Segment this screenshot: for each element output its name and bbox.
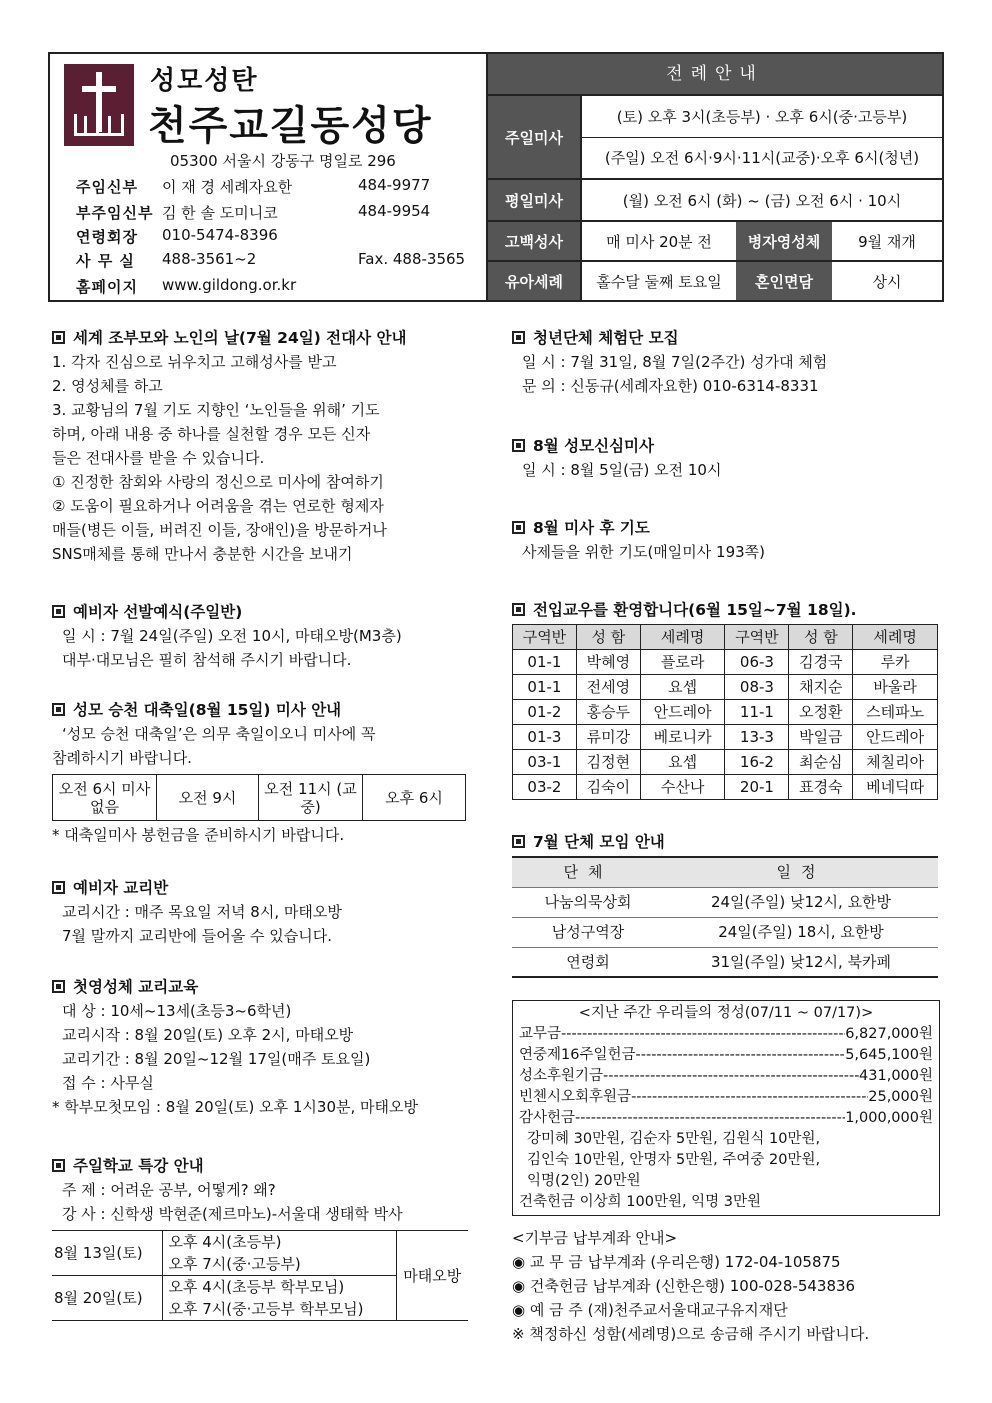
staff-row — [76, 250, 465, 271]
account-section — [512, 1226, 942, 1346]
sunday-mass-sunday: (주일) 오전 6시·9시·11시(교중)·오후 6시(청년) — [580, 138, 942, 179]
section-line: 문 의 : 신동규(세례자요한) 010-6314-8331 — [522, 377, 819, 395]
staff-phone: Fax. 488-3565 — [358, 250, 466, 268]
table-cell: 01-1 — [513, 675, 577, 700]
table-cell: 01-2 — [513, 700, 577, 725]
assumption-times-table — [52, 774, 466, 821]
table-header: 구역반 — [513, 625, 577, 650]
table-cell: 요셉 — [640, 750, 725, 775]
section-title: 예비자 선발예식(주일반) — [52, 600, 482, 624]
baptism-value: 홀수달 둘째 토요일 — [580, 262, 736, 300]
sunday-mass-label: 주일미사 — [488, 96, 580, 178]
table-cell: 06-3 — [725, 650, 789, 675]
donor-line: 김인숙 10만원, 안명자 5만원, 주여중 20만원, — [527, 1152, 821, 1168]
section-title: 청년단체 체험단 모집 — [512, 326, 942, 350]
table-header: 세례명 — [640, 625, 725, 650]
section-title: 세계 조부모와 노인의 날(7월 24일) 전대사 안내 — [52, 326, 482, 350]
section-title: 8월 미사 후 기도 — [512, 516, 942, 540]
weekday-mass-label: 평일미사 — [488, 180, 580, 220]
sunday-school-section — [52, 1154, 482, 1321]
table-cell: 박일금 — [789, 725, 853, 750]
section-line: 일 시 : 7월 24일(주일) 오전 10시, 마태오방(M3층) — [62, 627, 402, 645]
sunday-mass-row — [488, 94, 942, 178]
account-title: <기부금 납부계좌 안내> — [512, 1229, 678, 1247]
section-line: 참례하시기 바랍니다. — [52, 749, 192, 767]
lecture-date: 8월 13일(토) — [52, 1231, 162, 1276]
table-cell: 채지순 — [789, 675, 853, 700]
parish-address: 05300 서울시 강동구 명일로 296 — [170, 152, 396, 170]
staff-row — [76, 202, 430, 223]
section-title: 전입교우를 환영합니다(6월 15일~7월 18일). — [512, 598, 942, 622]
staff-phone: 484-9977 — [358, 176, 431, 194]
indulgence-section — [52, 326, 482, 566]
table-cell: 홍승두 — [576, 700, 640, 725]
table-cell: 안드레아 — [640, 700, 725, 725]
new-parishioners-table — [512, 624, 938, 800]
section-line: 2. 영성체를 하고 — [52, 377, 163, 395]
section-line: 1. 각자 진심으로 뉘우치고 고해성사를 받고 — [52, 353, 337, 371]
section-title: 예비자 교리반 — [52, 876, 482, 900]
section-line: SNS매체를 통해 만나서 충분한 시간을 보내기 — [52, 545, 353, 563]
table-row — [513, 725, 938, 750]
offering-amount: 6,827,000원 — [845, 1026, 933, 1042]
table-cell: 베네딕따 — [853, 775, 938, 800]
staff-label: 부주임신부 — [76, 204, 154, 222]
section-line: 주 제 : 어려운 공부, 어떻게? 왜? — [62, 1181, 276, 1199]
section-line: 교리시간 : 매주 목요일 저녁 8시, 마태오방 — [62, 903, 342, 921]
group-meeting-table — [512, 856, 938, 978]
staff-name: 010-5474-8396 — [162, 226, 278, 244]
offering-row — [519, 1045, 933, 1066]
marriage-value: 상시 — [872, 272, 902, 291]
table-cell: 바울라 — [853, 675, 938, 700]
staff-label: 홈페이지 — [76, 278, 138, 296]
section-line: 들은 전대사를 받을 수 있습니다. — [52, 449, 265, 467]
catechumen-selection-section — [52, 600, 482, 672]
sunday-mass-saturday: (토) 오후 3시(초등부) · 오후 6시(중·고등부) — [580, 96, 942, 138]
section-line: 7월 말까지 교리반에 들어올 수 있습니다. — [62, 927, 332, 945]
table-cell: 플로라 — [640, 650, 725, 675]
offering-label: 연중제16주일헌금 — [519, 1047, 636, 1063]
group-meeting-section — [512, 830, 942, 978]
offering-label: 빈첸시오회후원금 — [519, 1089, 632, 1105]
parish-logo — [64, 64, 134, 146]
section-title: 주일학교 특강 안내 — [52, 1154, 482, 1178]
parish-name: 천주교길동성당 — [148, 103, 433, 149]
section-note: * 대축일미사 봉헌금을 준비하시기 바랍니다. — [52, 826, 345, 844]
section-line: ‘성모 승천 대축일’은 의무 축일이오니 미사에 꼭 — [62, 725, 376, 743]
staff-label: 주임신부 — [76, 178, 138, 196]
baptism-row — [488, 260, 942, 300]
staff-name: 이 재 경 세례자요한 — [162, 178, 293, 196]
section-line: 일 시 : 8월 5일(금) 오전 10시 — [522, 461, 722, 479]
table-cell: 스테파노 — [853, 700, 938, 725]
table-row — [513, 650, 938, 675]
homepage-link[interactable]: www.gildong.or.kr — [162, 276, 297, 294]
table-cell: 11-1 — [725, 700, 789, 725]
table-row — [513, 700, 938, 725]
table-cell: 01-3 — [513, 725, 577, 750]
lecture-time: 오후 7시(중·고등부) — [162, 1253, 396, 1276]
lecture-date: 8월 20일(토) — [52, 1276, 162, 1321]
section-line: ② 도움이 필요하거나 어려움을 겪는 연로한 형제자 — [52, 497, 384, 515]
lecture-schedule-table — [52, 1230, 468, 1321]
table-header: 성 함 — [789, 625, 853, 650]
weekday-mass-row — [488, 178, 942, 220]
table-cell: 안드레아 — [853, 725, 938, 750]
catechism-class-section — [52, 876, 482, 948]
baptism-label: 유아세례 — [488, 262, 580, 300]
section-title: 첫영성체 교리교육 — [52, 975, 482, 999]
confession-label: 고백성사 — [488, 222, 580, 260]
table-cell: 24일(주일) 18시, 요한방 — [664, 917, 938, 947]
account-line: ◉ 교 무 금 납부계좌 (우리은행) 172-04-105875 — [512, 1253, 841, 1271]
parish-subtitle: 성모성탄 — [150, 66, 259, 96]
staff-row — [76, 226, 358, 247]
section-line: 하며, 아래 내용 중 하나를 실천할 경우 모든 신자 — [52, 425, 371, 443]
section-line: 대부·대모님은 필히 참석해 주시기 바랍니다. — [62, 651, 352, 669]
youth-recruit-section — [512, 326, 942, 398]
lecture-time: 오후 4시(초등부 학부모님) — [168, 1278, 345, 1296]
sick-communion-value: 9월 재개 — [858, 232, 916, 251]
lecture-place: 마태오방 — [396, 1231, 468, 1321]
table-cell: 수산나 — [640, 775, 725, 800]
offering-label: 교무금 — [519, 1026, 562, 1042]
table-cell: 31일(주일) 낮12시, 북카페 — [664, 947, 938, 977]
table-row — [512, 917, 938, 947]
offering-amount: 5,645,100원 — [845, 1047, 933, 1063]
lecture-time: 오후 4시(초등부) — [168, 1233, 282, 1251]
table-row — [512, 947, 938, 977]
offering-row — [519, 1024, 933, 1045]
offering-amount: 25,000원 — [868, 1089, 933, 1105]
table-cell: 03-2 — [513, 775, 577, 800]
table-cell: 최순심 — [789, 750, 853, 775]
marian-mass-section — [512, 434, 942, 482]
offering-label: 성소후원기금 — [519, 1068, 604, 1084]
section-line: 일 시 : 7월 31일, 8월 7일(2주간) 성가대 체험 — [522, 353, 828, 371]
table-header: 세례명 — [853, 625, 938, 650]
table-cell: 요셉 — [640, 675, 725, 700]
table-header: 성 함 — [576, 625, 640, 650]
parish-info — [50, 54, 488, 300]
table-cell: 김정현 — [576, 750, 640, 775]
account-line: ◉ 예 금 주 (재)천주교서울대교구유지재단 — [512, 1301, 788, 1319]
assumption-section — [52, 698, 482, 847]
table-cell: 03-1 — [513, 750, 577, 775]
section-note: * 학부모첫모임 : 8월 20일(토) 오후 1시30분, 마태오방 — [52, 1098, 418, 1116]
offering-label: 감사헌금 — [519, 1110, 576, 1126]
confession-row — [488, 220, 942, 260]
table-cell: 16-2 — [725, 750, 789, 775]
offering-row — [519, 1108, 933, 1129]
table-header: 구역반 — [725, 625, 789, 650]
staff-row — [76, 176, 430, 197]
table-cell: 전세영 — [576, 675, 640, 700]
schedule-title: 전례안내 — [488, 54, 942, 94]
marriage-label: 혼인면담 — [736, 262, 832, 300]
table-cell: 연령회 — [512, 947, 664, 977]
offering-row — [519, 1066, 933, 1087]
staff-label: 연령회장 — [76, 228, 138, 246]
table-row — [513, 750, 938, 775]
section-line: 강 사 : 신학생 박현준(제르마노)-서울대 생태학 박사 — [62, 1205, 403, 1223]
table-cell: 오정환 — [789, 700, 853, 725]
section-line: 3. 교황님의 7월 기도 지향인 ‘노인들을 위해’ 기도 — [52, 401, 380, 419]
table-cell: 체칠리아 — [853, 750, 938, 775]
prayer-section — [512, 516, 942, 564]
table-cell: 김경국 — [789, 650, 853, 675]
section-line: 매들(병든 이들, 버려진 이들, 장애인)을 방문하거나 — [52, 521, 387, 539]
table-cell: 루카 — [853, 650, 938, 675]
new-parishioners-section — [512, 598, 942, 800]
liturgy-schedule — [488, 54, 942, 300]
table-cell: 김숙이 — [576, 775, 640, 800]
table-cell: 24일(주일) 낮12시, 요한방 — [664, 887, 938, 917]
section-title: 8월 성모신심미사 — [512, 434, 942, 458]
offering-amount: 1,000,000원 — [845, 1110, 933, 1126]
offering-row — [519, 1087, 933, 1108]
table-cell: 류미강 — [576, 725, 640, 750]
table-header: 일정 — [664, 857, 938, 887]
offering-title: <지난 주간 우리들의 정성(07/11 ~ 07/17)> — [578, 1005, 874, 1021]
staff-name: 488-3561~2 — [162, 250, 257, 268]
mass-time-cell: 오전 9시 — [157, 775, 259, 821]
offering-box — [512, 1000, 940, 1216]
staff-label: 사 무 실 — [76, 252, 135, 270]
table-cell: 08-3 — [725, 675, 789, 700]
section-line: 사제들을 위한 기도(매일미사 193쪽) — [522, 543, 766, 561]
sick-communion-label: 병자영성체 — [736, 222, 832, 260]
section-title: 성모 승천 대축일(8월 15일) 미사 안내 — [52, 698, 482, 722]
section-line: 교리시작 : 8월 20일(토) 오후 2시, 마태오방 — [62, 1026, 354, 1044]
table-row — [513, 775, 938, 800]
mass-time-cell: 오전 6시 미사없음 — [53, 775, 157, 821]
table-row — [512, 887, 938, 917]
table-cell: 표경숙 — [789, 775, 853, 800]
section-line: 대 상 : 10세~13세(초등3~6학년) — [62, 1002, 292, 1020]
mass-time-cell: 오후 6시 — [363, 775, 466, 821]
staff-phone: 484-9954 — [358, 202, 431, 220]
table-cell: 남성구역장 — [512, 917, 664, 947]
donor-line: 강미혜 30만원, 김순자 5만원, 김원식 10만원, — [527, 1131, 821, 1147]
section-line: ① 진정한 참회와 사랑의 정신으로 미사에 참여하기 — [52, 473, 384, 491]
section-line: 접 수 : 사무실 — [62, 1074, 154, 1092]
bulletin-header — [48, 52, 944, 302]
table-cell: 박혜영 — [576, 650, 640, 675]
donor-line: 익명(2인) 20만원 — [527, 1173, 641, 1189]
offering-amount: 431,000원 — [859, 1068, 933, 1084]
section-title: 7월 단체 모임 안내 — [512, 830, 942, 854]
table-cell: 베로니카 — [640, 725, 725, 750]
confession-value: 매 미사 20분 전 — [580, 222, 736, 260]
first-communion-section — [52, 975, 482, 1119]
staff-name: 김 한 솔 도미니코 — [162, 204, 278, 222]
table-cell: 13-3 — [725, 725, 789, 750]
staff-row — [76, 276, 358, 297]
weekday-mass-times: (월) 오전 6시 (화) ~ (금) 오전 6시 · 10시 — [580, 180, 942, 220]
table-cell: 20-1 — [725, 775, 789, 800]
table-cell: 나눔의묵상회 — [512, 887, 664, 917]
account-note: ※ 책정하신 성함(세례명)으로 송금해 주시기 바랍니다. — [512, 1325, 870, 1343]
mass-time-cell: 오전 11시 (교중) — [259, 775, 363, 821]
account-line: ◉ 건축헌금 납부계좌 (신한은행) 100-028-543836 — [512, 1277, 856, 1295]
table-row — [513, 675, 938, 700]
table-cell: 01-1 — [513, 650, 577, 675]
table-header: 단체 — [512, 857, 664, 887]
building-offering: 건축헌금 이상희 100만원, 익명 3만원 — [519, 1194, 762, 1210]
lecture-time: 오후 7시(중·고등부 학부모님) — [168, 1300, 364, 1318]
section-line: 교리기간 : 8월 20일~12월 17일(매주 토요일) — [62, 1050, 371, 1068]
